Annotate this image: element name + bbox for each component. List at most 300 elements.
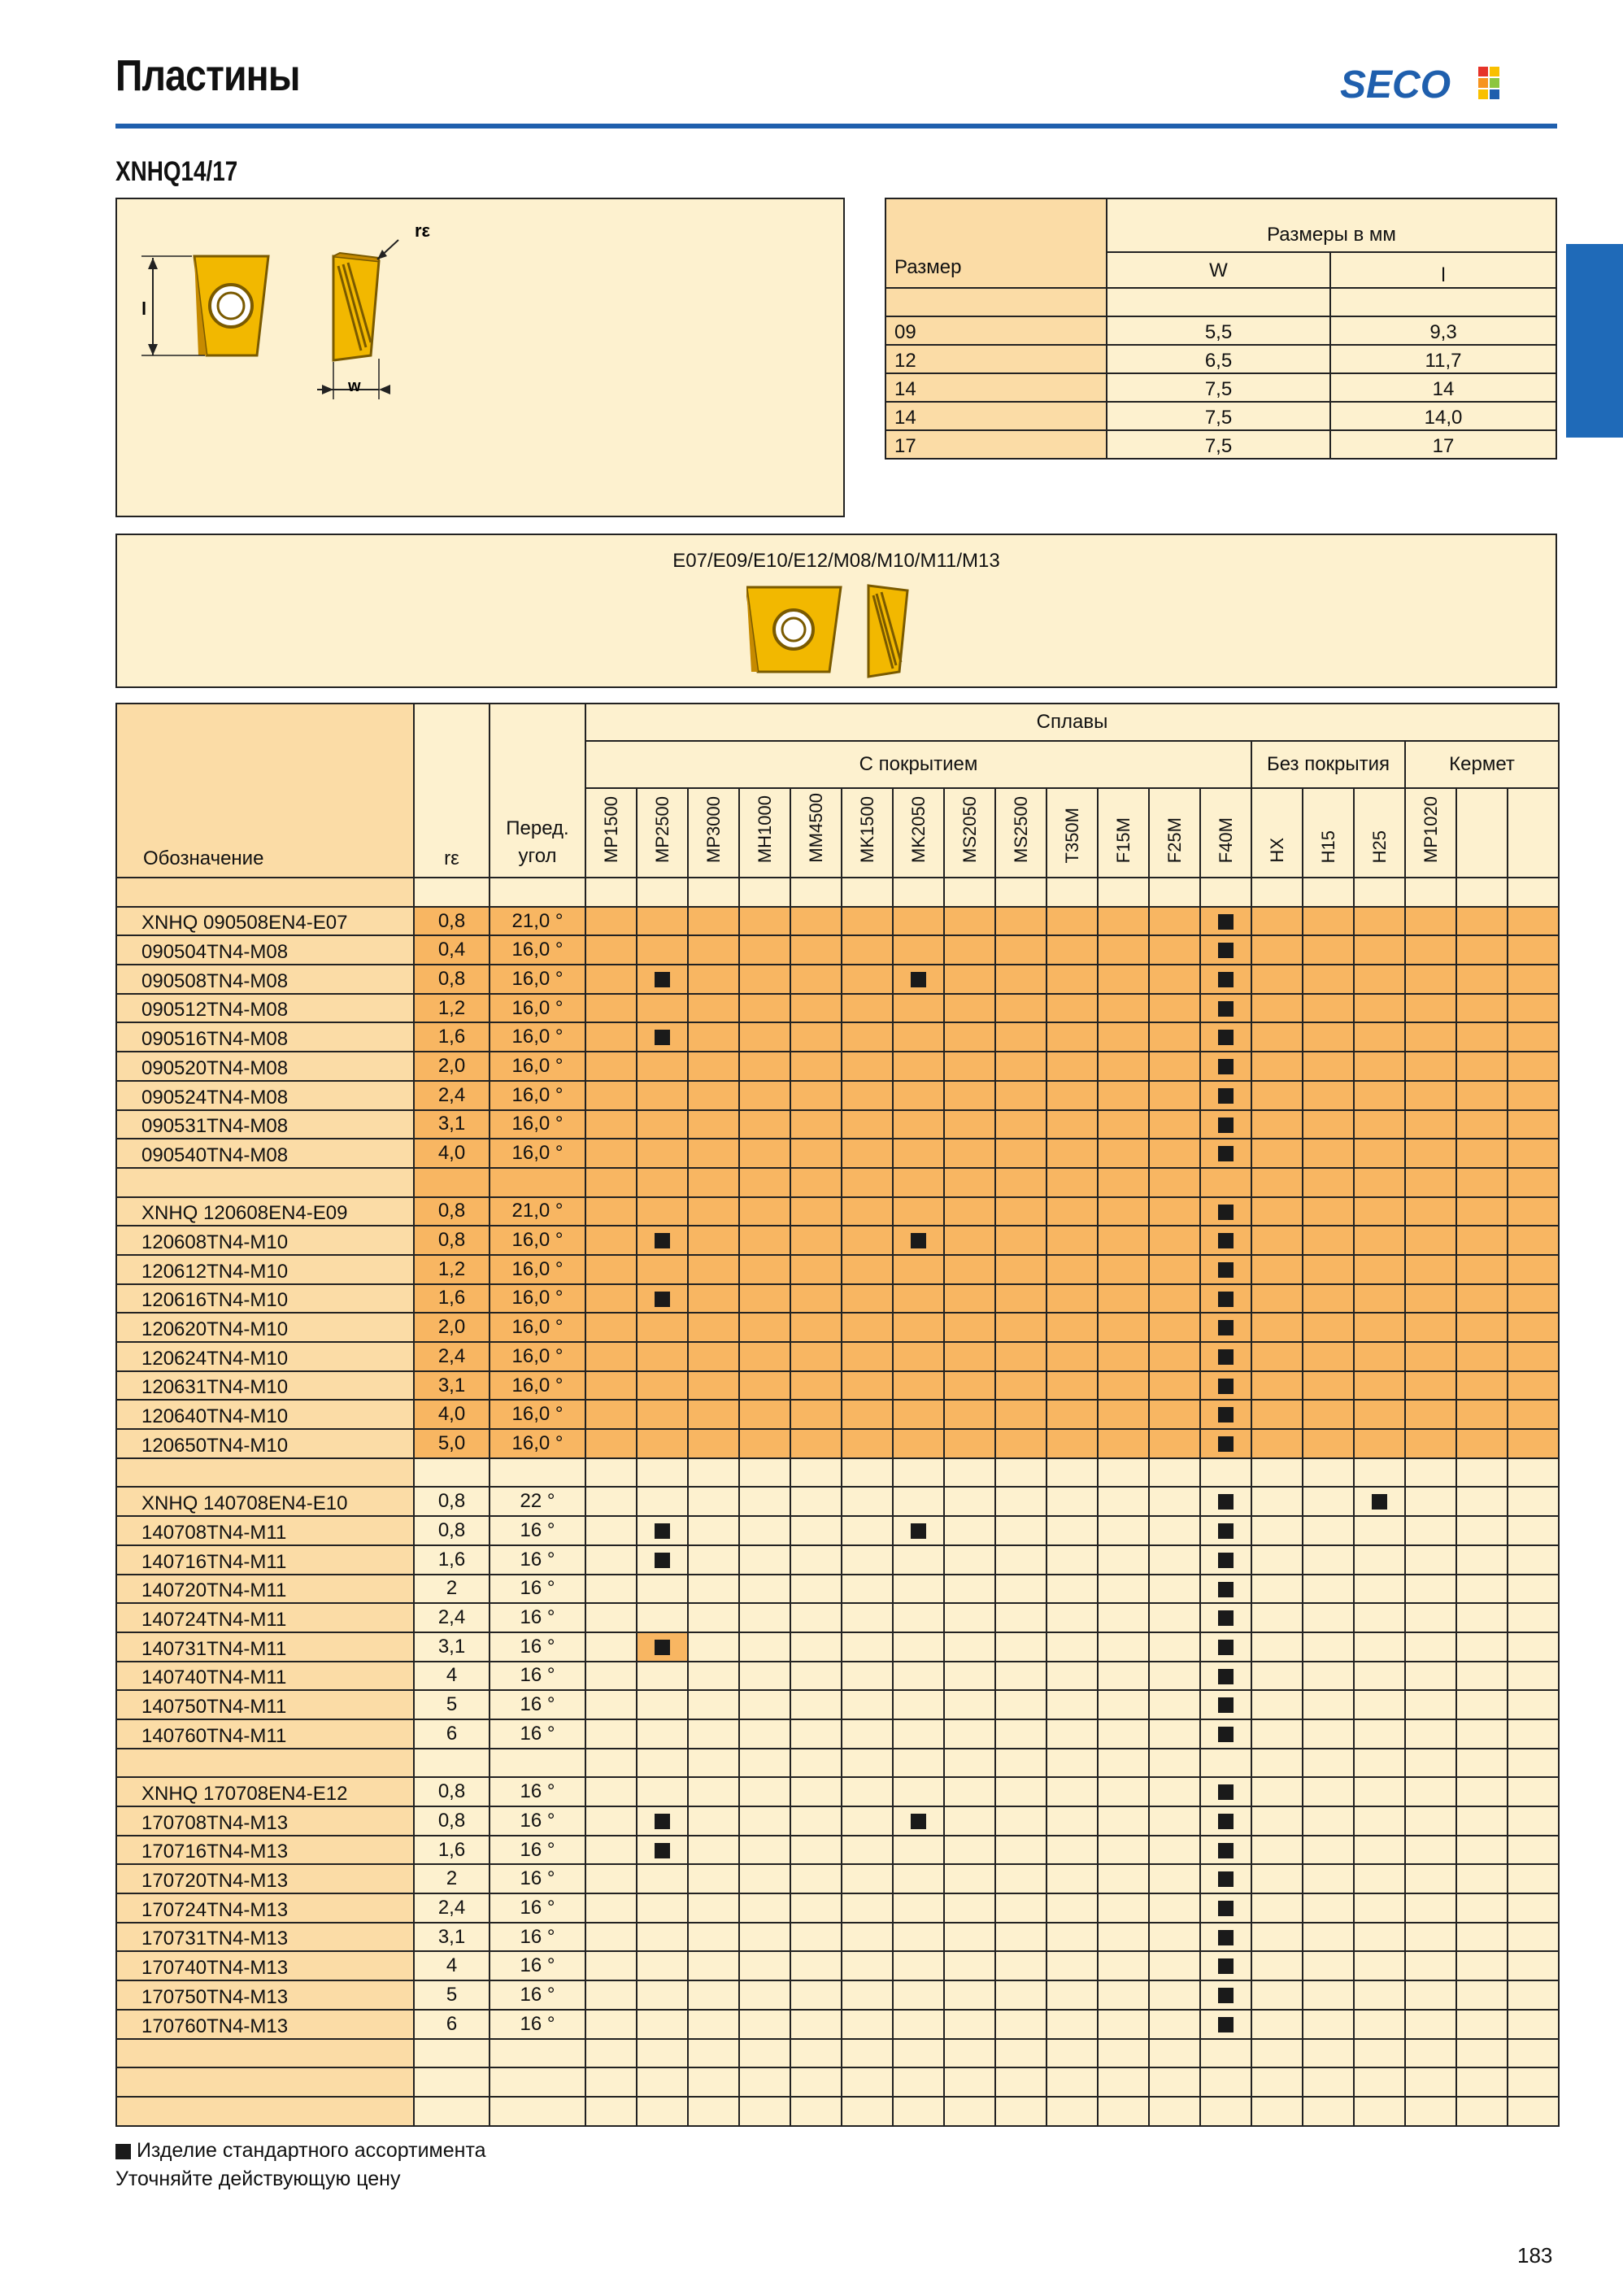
grade-cell bbox=[1354, 1632, 1405, 1662]
table-row bbox=[116, 1081, 1559, 1110]
grade-cell bbox=[1251, 1197, 1303, 1226]
grade-cell bbox=[944, 1081, 995, 1110]
grade-cell bbox=[842, 1052, 893, 1081]
grade-cell bbox=[637, 1197, 688, 1226]
grade-cell bbox=[1303, 1400, 1354, 1429]
grade-cell bbox=[637, 1081, 688, 1110]
grade-cell bbox=[1303, 1022, 1354, 1052]
grade-cell bbox=[1098, 1662, 1149, 1691]
grade-cell bbox=[944, 1022, 995, 1052]
grade-cell bbox=[1508, 1923, 1559, 1952]
grade-cell bbox=[842, 1836, 893, 1865]
grade-cell bbox=[1303, 1487, 1354, 1516]
grade-cell bbox=[585, 1052, 637, 1081]
grade-cell bbox=[790, 1110, 842, 1139]
angle-cell: 16,0 ° bbox=[490, 965, 585, 994]
grade-cell bbox=[637, 994, 688, 1023]
grade-cell bbox=[995, 1313, 1046, 1342]
grade-cell bbox=[1456, 1487, 1508, 1516]
grade-cell bbox=[739, 1371, 790, 1401]
grade-cell bbox=[1251, 1893, 1303, 1923]
grade-cell bbox=[944, 1603, 995, 1632]
grade-cell bbox=[1354, 1081, 1405, 1110]
grade-cell bbox=[1046, 1342, 1098, 1371]
grade-cell bbox=[1046, 1603, 1098, 1632]
grade-cell bbox=[1200, 1632, 1251, 1662]
radius-cell: 1,6 bbox=[414, 1545, 490, 1575]
designation-cell: 170720TN4-M13 bbox=[116, 1864, 414, 1893]
grade-cell bbox=[944, 907, 995, 936]
grade-cell bbox=[1508, 1371, 1559, 1401]
grade-cell bbox=[842, 1893, 893, 1923]
grade-cell bbox=[1149, 1662, 1200, 1691]
radius-header-text: rε bbox=[444, 847, 459, 869]
designation-cell: 090504TN4-M08 bbox=[116, 935, 414, 965]
grade-cell bbox=[1456, 1052, 1508, 1081]
grade-cell bbox=[1303, 1632, 1354, 1662]
grade-cell bbox=[995, 1429, 1046, 1458]
grade-cell bbox=[585, 1516, 637, 1545]
availability-mark-icon bbox=[1218, 1640, 1234, 1655]
angle-cell: 16,0 ° bbox=[490, 1284, 585, 1314]
grade-cell bbox=[842, 1603, 893, 1632]
grade-cell bbox=[1046, 1487, 1098, 1516]
grade-cell bbox=[1046, 1836, 1098, 1865]
grade-cell bbox=[1354, 1806, 1405, 1836]
grade-cell bbox=[1456, 1110, 1508, 1139]
grade-cell bbox=[1046, 935, 1098, 965]
grade-cell bbox=[1200, 1081, 1251, 1110]
grade-cell bbox=[1405, 1893, 1456, 1923]
grade-cell bbox=[1098, 1197, 1149, 1226]
angle-cell: 16,0 ° bbox=[490, 1081, 585, 1110]
availability-mark-icon bbox=[1218, 1030, 1234, 1045]
grade-cell bbox=[1046, 1923, 1098, 1952]
grade-cell bbox=[1251, 1632, 1303, 1662]
grade-cell bbox=[1303, 907, 1354, 936]
inserts-table bbox=[115, 703, 1560, 2127]
designation-cell: 090508TN4-M08 bbox=[116, 965, 414, 994]
grade-cell bbox=[893, 1806, 944, 1836]
grade-cell bbox=[944, 1545, 995, 1575]
grade-cell bbox=[995, 1371, 1046, 1401]
grade-cell bbox=[944, 1893, 995, 1923]
grade-cell bbox=[1508, 1690, 1559, 1719]
grade-cell bbox=[739, 1226, 790, 1255]
grade-cell bbox=[893, 965, 944, 994]
grade-label: H15 bbox=[1317, 830, 1338, 863]
size-cell: 09 bbox=[885, 316, 1107, 345]
grade-cell bbox=[1251, 1139, 1303, 1168]
radius-cell: 6 bbox=[414, 2010, 490, 2039]
grade-cell bbox=[842, 1197, 893, 1226]
grade-cell bbox=[1405, 1603, 1456, 1632]
radius-cell: 2,0 bbox=[414, 1052, 490, 1081]
grade-label: MP3000 bbox=[703, 796, 724, 863]
legend-standard-text: Изделие стандартного ассортимента bbox=[136, 2139, 486, 2162]
grade-cell bbox=[585, 1400, 637, 1429]
grade-cell bbox=[842, 1951, 893, 1980]
grade-cell bbox=[1508, 1429, 1559, 1458]
grade-cell bbox=[1149, 1226, 1200, 1255]
grade-cell bbox=[1149, 1487, 1200, 1516]
grade-cell bbox=[1508, 1081, 1559, 1110]
table-row bbox=[116, 1197, 1559, 1226]
grade-cell bbox=[1098, 1371, 1149, 1401]
size-header: Размер bbox=[885, 198, 1107, 288]
grade-cell bbox=[1456, 1893, 1508, 1923]
grade-cell bbox=[1303, 1255, 1354, 1284]
grade-header bbox=[1098, 788, 1149, 878]
grade-cell bbox=[893, 1893, 944, 1923]
grade-cell bbox=[688, 1632, 739, 1662]
grade-cell bbox=[1456, 1139, 1508, 1168]
grade-cell bbox=[739, 1429, 790, 1458]
grade-cell bbox=[637, 1545, 688, 1575]
grade-cell bbox=[1098, 1400, 1149, 1429]
grade-cell bbox=[1098, 1836, 1149, 1865]
grade-cell bbox=[944, 1516, 995, 1545]
grade-cell bbox=[1303, 1371, 1354, 1401]
w-header: W bbox=[1107, 252, 1330, 288]
grade-cell bbox=[1200, 994, 1251, 1023]
grade-cell bbox=[688, 1662, 739, 1691]
grade-label: MK1500 bbox=[856, 796, 877, 863]
grade-cell bbox=[893, 1342, 944, 1371]
grade-cell bbox=[739, 1690, 790, 1719]
table-row bbox=[116, 1022, 1559, 1052]
grade-cell bbox=[739, 1923, 790, 1952]
availability-mark-icon bbox=[1218, 1843, 1234, 1858]
availability-mark-icon bbox=[1218, 1553, 1234, 1568]
grade-cell bbox=[995, 1719, 1046, 1749]
grade-cell bbox=[1405, 1690, 1456, 1719]
grade-cell bbox=[637, 1313, 688, 1342]
grade-cell bbox=[1303, 1545, 1354, 1575]
grade-cell bbox=[1456, 907, 1508, 936]
grade-cell bbox=[637, 1022, 688, 1052]
l-cell: 14,0 bbox=[1330, 402, 1556, 430]
grade-cell bbox=[1456, 2010, 1508, 2039]
grade-cell bbox=[688, 994, 739, 1023]
grade-cell bbox=[1508, 1226, 1559, 1255]
grade-cell bbox=[637, 1980, 688, 2010]
grade-cell bbox=[944, 1429, 995, 1458]
grade-label: HX bbox=[1266, 838, 1287, 863]
grade-cell bbox=[790, 1777, 842, 1806]
grade-cell bbox=[688, 907, 739, 936]
grade-cell bbox=[1405, 1371, 1456, 1401]
grade-cell bbox=[1405, 1719, 1456, 1749]
grade-cell bbox=[1200, 1022, 1251, 1052]
grade-cell bbox=[790, 1342, 842, 1371]
grade-cell bbox=[842, 1371, 893, 1401]
grade-cell bbox=[995, 1923, 1046, 1952]
grade-cell bbox=[1251, 1022, 1303, 1052]
designation-header: Обозначение bbox=[116, 704, 414, 878]
grade-cell bbox=[842, 2010, 893, 2039]
grade-cell bbox=[944, 1487, 995, 1516]
grade-cell bbox=[1405, 1806, 1456, 1836]
header-rule bbox=[115, 124, 1557, 129]
grade-cell bbox=[1405, 1951, 1456, 1980]
grade-cell bbox=[1098, 1923, 1149, 1952]
grade-cell bbox=[944, 1632, 995, 1662]
availability-mark-icon bbox=[1218, 1930, 1234, 1945]
grade-cell bbox=[1200, 1197, 1251, 1226]
grade-cell bbox=[688, 1313, 739, 1342]
grade-cell bbox=[1303, 1893, 1354, 1923]
grade-cell bbox=[1508, 1893, 1559, 1923]
l-cell: 14 bbox=[1330, 373, 1556, 402]
grade-cell bbox=[842, 1690, 893, 1719]
grade-cell bbox=[1405, 1255, 1456, 1284]
grade-cell bbox=[1251, 1806, 1303, 1836]
grade-cell bbox=[637, 1864, 688, 1893]
grade-cell bbox=[1456, 1545, 1508, 1575]
grade-cell bbox=[944, 1951, 995, 1980]
table-row bbox=[116, 1429, 1559, 1458]
legend-standard bbox=[115, 2139, 486, 2163]
availability-mark-icon bbox=[655, 1292, 670, 1307]
grade-cell bbox=[1354, 1603, 1405, 1632]
grade-cell bbox=[1303, 1980, 1354, 2010]
grade-cell bbox=[1354, 1836, 1405, 1865]
grade-cell bbox=[1405, 2010, 1456, 2039]
grade-cell bbox=[1456, 1951, 1508, 1980]
designation-cell: 120612TN4-M10 bbox=[116, 1255, 414, 1284]
grade-cell bbox=[1251, 1487, 1303, 1516]
w-cell: 5,5 bbox=[1107, 316, 1330, 345]
angle-cell: 16 ° bbox=[490, 1951, 585, 1980]
grade-cell bbox=[637, 935, 688, 965]
availability-mark-icon bbox=[655, 1233, 670, 1248]
grade-cell bbox=[585, 1284, 637, 1314]
grade-cell bbox=[995, 1081, 1046, 1110]
grade-cell bbox=[1098, 1516, 1149, 1545]
grade-cell bbox=[1508, 1255, 1559, 1284]
grade-cell bbox=[739, 1139, 790, 1168]
grade-cell bbox=[995, 1342, 1046, 1371]
grade-cell bbox=[1405, 1836, 1456, 1865]
grade-cell bbox=[1251, 1052, 1303, 1081]
grade-cell bbox=[790, 1893, 842, 1923]
radius-cell: 4 bbox=[414, 1662, 490, 1691]
grade-cell bbox=[1405, 1342, 1456, 1371]
designation-cell: 090540TN4-M08 bbox=[116, 1139, 414, 1168]
grade-cell bbox=[1303, 1836, 1354, 1865]
grade-cell bbox=[1456, 1864, 1508, 1893]
grade-cell bbox=[995, 1662, 1046, 1691]
grade-cell bbox=[1251, 1836, 1303, 1865]
grade-cell bbox=[1405, 1110, 1456, 1139]
grade-cell bbox=[1354, 1719, 1405, 1749]
radius-cell: 3,1 bbox=[414, 1371, 490, 1401]
angle-cell: 16,0 ° bbox=[490, 1139, 585, 1168]
size-cell: 17 bbox=[885, 430, 1107, 459]
angle-cell: 16,0 ° bbox=[490, 994, 585, 1023]
grade-cell bbox=[1456, 1313, 1508, 1342]
grade-cell bbox=[1098, 1545, 1149, 1575]
grade-cell bbox=[585, 1923, 637, 1952]
grade-cell bbox=[637, 1516, 688, 1545]
radius-cell: 2 bbox=[414, 1864, 490, 1893]
grade-cell bbox=[1354, 1400, 1405, 1429]
grade-cell bbox=[688, 1951, 739, 1980]
grade-cell bbox=[1354, 1429, 1405, 1458]
grade-cell bbox=[585, 1777, 637, 1806]
grade-cell bbox=[1046, 1284, 1098, 1314]
angle-cell: 16 ° bbox=[490, 1806, 585, 1836]
grade-cell bbox=[893, 1313, 944, 1342]
legend-square-icon bbox=[115, 2144, 131, 2159]
grade-cell bbox=[1303, 1806, 1354, 1836]
angle-cell: 16,0 ° bbox=[490, 1429, 585, 1458]
angle-cell: 16 ° bbox=[490, 1662, 585, 1691]
grade-header bbox=[893, 788, 944, 878]
grade-cell bbox=[893, 1836, 944, 1865]
grade-cell bbox=[585, 1226, 637, 1255]
grade-cell bbox=[1098, 1110, 1149, 1139]
grade-label: MP1500 bbox=[600, 796, 621, 863]
grade-cell bbox=[1303, 1923, 1354, 1952]
grade-cell bbox=[739, 1777, 790, 1806]
grade-cell bbox=[688, 1052, 739, 1081]
designation-cell: 090512TN4-M08 bbox=[116, 994, 414, 1023]
grade-cell bbox=[637, 1284, 688, 1314]
grade-cell bbox=[1303, 1864, 1354, 1893]
grade-cell bbox=[1354, 1313, 1405, 1342]
angle-cell: 16 ° bbox=[490, 1893, 585, 1923]
grade-cell bbox=[1046, 1545, 1098, 1575]
table-row bbox=[116, 994, 1559, 1023]
grade-cell bbox=[944, 1371, 995, 1401]
grade-cell bbox=[893, 1487, 944, 1516]
grade-cell bbox=[1508, 1719, 1559, 1749]
grade-cell bbox=[1456, 1719, 1508, 1749]
grade-cell bbox=[637, 1719, 688, 1749]
grade-cell bbox=[688, 2010, 739, 2039]
grade-cell bbox=[1149, 1923, 1200, 1952]
grade-cell bbox=[585, 1836, 637, 1865]
grade-cell bbox=[944, 935, 995, 965]
grade-cell bbox=[995, 1226, 1046, 1255]
grade-cell bbox=[1098, 1342, 1149, 1371]
grade-cell bbox=[1046, 1022, 1098, 1052]
grade-cell bbox=[842, 1980, 893, 2010]
grade-cell bbox=[995, 1864, 1046, 1893]
grade-cell bbox=[1456, 1632, 1508, 1662]
grade-cell bbox=[944, 1400, 995, 1429]
designation-cell: 140708TN4-M11 bbox=[116, 1516, 414, 1545]
grade-cell bbox=[1149, 1545, 1200, 1575]
angle-cell: 16,0 ° bbox=[490, 1052, 585, 1081]
size-cell: 12 bbox=[885, 345, 1107, 373]
grade-cell bbox=[637, 1951, 688, 1980]
grade-cell bbox=[944, 994, 995, 1023]
grade-cell bbox=[893, 2010, 944, 2039]
availability-mark-icon bbox=[1372, 1494, 1387, 1510]
angle-cell: 16,0 ° bbox=[490, 1400, 585, 1429]
grade-cell bbox=[944, 1719, 995, 1749]
grade-cell bbox=[1251, 1690, 1303, 1719]
grade-cell bbox=[944, 1139, 995, 1168]
table-row bbox=[116, 965, 1559, 994]
grade-cell bbox=[1303, 1516, 1354, 1545]
seco-logo bbox=[1340, 62, 1503, 106]
grade-cell bbox=[1405, 1864, 1456, 1893]
grade-cell bbox=[1200, 1371, 1251, 1401]
grade-cell bbox=[1405, 965, 1456, 994]
grade-cell bbox=[1405, 907, 1456, 936]
grade-cell bbox=[893, 1197, 944, 1226]
grade-cell bbox=[1303, 1197, 1354, 1226]
grade-cell bbox=[739, 1284, 790, 1314]
grade-cell bbox=[1149, 1806, 1200, 1836]
grade-cell bbox=[688, 1893, 739, 1923]
grade-cell bbox=[1200, 1255, 1251, 1284]
grade-cell bbox=[893, 1516, 944, 1545]
grade-cell bbox=[688, 1777, 739, 1806]
grade-cell bbox=[1149, 1603, 1200, 1632]
grade-cell bbox=[739, 1197, 790, 1226]
grade-cell bbox=[1508, 1052, 1559, 1081]
grade-label: MS2050 bbox=[959, 796, 980, 863]
grade-cell bbox=[893, 1226, 944, 1255]
grade-cell bbox=[1354, 1371, 1405, 1401]
table-row bbox=[116, 1110, 1559, 1139]
grade-cell bbox=[944, 1342, 995, 1371]
radius-cell: 2,4 bbox=[414, 1893, 490, 1923]
grade-cell bbox=[739, 1342, 790, 1371]
grade-cell bbox=[585, 1662, 637, 1691]
grade-cell bbox=[637, 1487, 688, 1516]
grade-cell bbox=[1251, 1980, 1303, 2010]
grade-label: F25M bbox=[1164, 817, 1185, 863]
grade-cell bbox=[1098, 1864, 1149, 1893]
grade-cell bbox=[944, 965, 995, 994]
grade-cell bbox=[739, 1022, 790, 1052]
grade-cell bbox=[1200, 935, 1251, 965]
table-row bbox=[116, 935, 1559, 965]
page-title: Пластины bbox=[115, 51, 300, 100]
dimensions-row bbox=[885, 316, 1556, 345]
grade-cell bbox=[944, 1226, 995, 1255]
grade-cell bbox=[585, 1980, 637, 2010]
grade-cell bbox=[995, 935, 1046, 965]
grade-cell bbox=[1098, 935, 1149, 965]
grade-cell bbox=[1508, 1342, 1559, 1371]
grade-cell bbox=[893, 1022, 944, 1052]
grade-cell bbox=[893, 1864, 944, 1893]
grade-cell bbox=[790, 1313, 842, 1342]
angle-cell: 16,0 ° bbox=[490, 935, 585, 965]
grade-cell bbox=[944, 1255, 995, 1284]
radius-cell: 0,8 bbox=[414, 1197, 490, 1226]
radius-cell: 0,8 bbox=[414, 1516, 490, 1545]
availability-mark-icon bbox=[911, 1523, 926, 1539]
grade-cell bbox=[585, 1022, 637, 1052]
grade-cell bbox=[995, 2010, 1046, 2039]
availability-mark-icon bbox=[1218, 972, 1234, 987]
availability-mark-icon bbox=[1218, 1610, 1234, 1626]
availability-mark-icon bbox=[1218, 1233, 1234, 1248]
grade-label: F40M bbox=[1215, 817, 1236, 863]
dim-r-label: rε bbox=[415, 220, 431, 241]
grade-cell bbox=[790, 1545, 842, 1575]
grade-header bbox=[739, 788, 790, 878]
designation-cell: 170724TN4-M13 bbox=[116, 1893, 414, 1923]
